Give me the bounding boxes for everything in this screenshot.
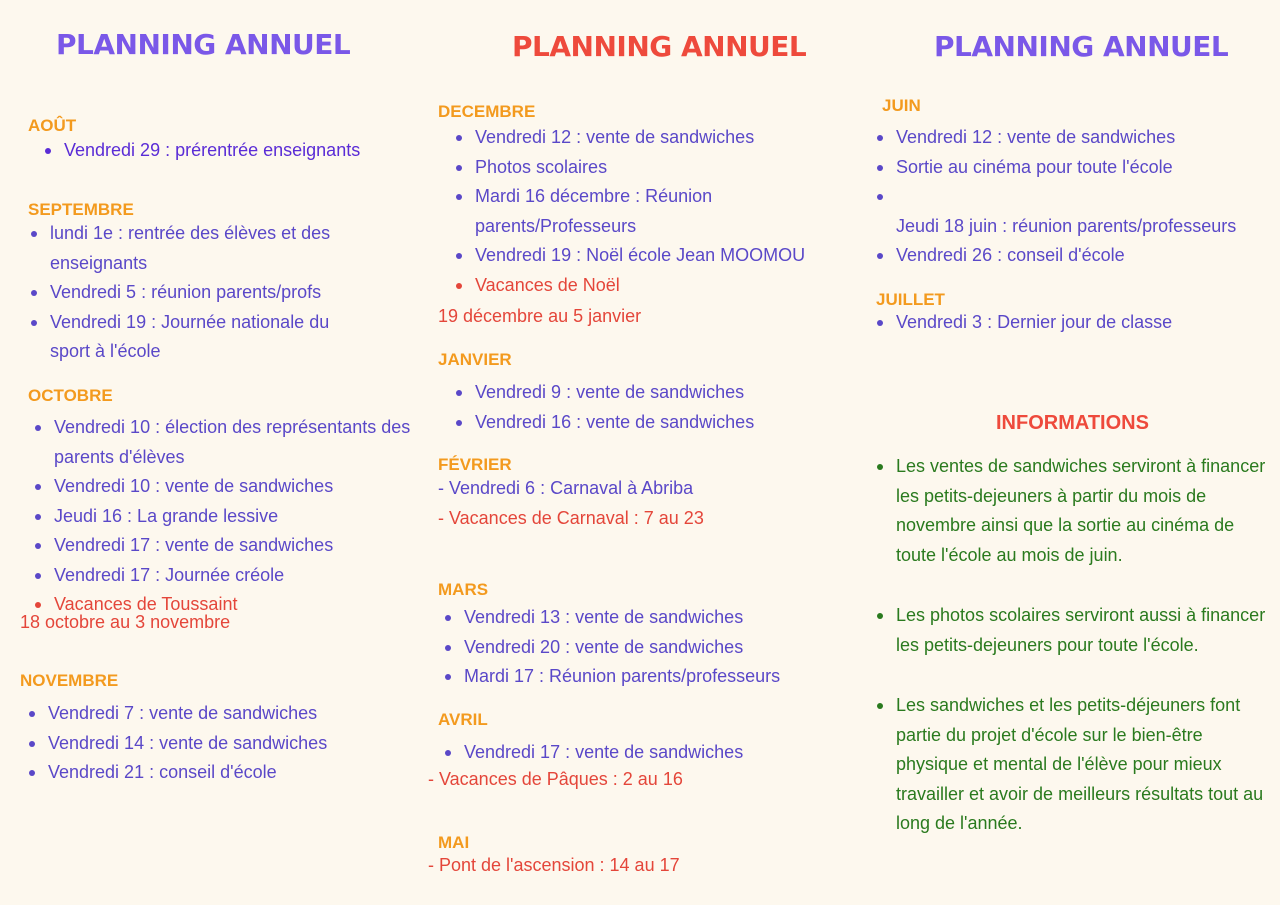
list-item-continuation xyxy=(874,212,1274,242)
holiday-dates: 18 octobre au 3 novembre xyxy=(20,612,231,632)
month-label-juin: JUIN xyxy=(882,96,921,115)
list-item: Sortie au cinéma pour toute l'école xyxy=(874,153,1274,183)
holiday-item: Vacances de Noël xyxy=(453,271,833,301)
month-label-aout: AOÛT xyxy=(28,116,77,135)
page-title: PLANNING ANNUEL xyxy=(512,30,807,63)
list-item: Vendredi 20 : vente de sandwiches xyxy=(442,633,842,663)
list-item: Vendredi 21 : conseil d'école xyxy=(26,758,406,788)
month-label-novembre: NOVEMBRE xyxy=(20,671,119,690)
list-item: Vendredi 17 : Journée créole xyxy=(32,561,412,591)
holiday-line: - Pont de l'ascension : 14 au 17 xyxy=(428,855,680,875)
list-janvier xyxy=(453,378,833,437)
list-item: Mardi 17 : Réunion parents/professeurs xyxy=(442,662,842,692)
list-item: Vendredi 26 : conseil d'école xyxy=(874,241,1274,271)
list-decembre xyxy=(453,123,833,300)
list-item: Vendredi 14 : vente de sandwiches xyxy=(26,729,406,759)
event-line: - Vendredi 6 : Carnaval à Abriba xyxy=(438,478,694,498)
list-item: lundi 1e : rentrée des élèves et des enseignants xyxy=(28,219,358,278)
list-octobre xyxy=(32,413,412,620)
list-item: Vendredi 16 : vente de sandwiches xyxy=(453,408,833,438)
list-item: Vendredi 7 : vente de sandwiches xyxy=(26,699,406,729)
holiday-line: - Vacances de Carnaval : 7 au 23 xyxy=(438,508,704,528)
list-item: Photos scolaires xyxy=(453,153,833,183)
list-item: Vendredi 3 : Dernier jour de classe xyxy=(874,308,1274,338)
list-item: Vendredi 10 : vente de sandwiches xyxy=(32,472,412,502)
list-mars xyxy=(442,603,842,692)
month-label-mai: MAI xyxy=(438,833,470,852)
list-septembre xyxy=(28,219,358,367)
info-item: Les photos scolaires serviront aussi à financer les petits-dejeuners pour toute l'école. xyxy=(874,601,1274,660)
list-item-empty xyxy=(874,182,1274,212)
month-label-janvier: JANVIER xyxy=(438,350,512,369)
list-novembre xyxy=(26,699,406,788)
month-label-fevrier: FÉVRIER xyxy=(438,455,512,474)
page-title: PLANNING ANNUEL xyxy=(934,30,1229,63)
month-label-avril: AVRIL xyxy=(438,710,488,729)
holiday-item: Vacances de Toussaint xyxy=(32,590,412,620)
list-item: Vendredi 12 : vente de sandwiches xyxy=(874,123,1274,153)
list-item: Vendredi 17 : vente de sandwiches xyxy=(32,531,412,561)
month-label-octobre: OCTOBRE xyxy=(28,386,113,405)
list-item: Mardi 16 décembre : Réunion parents/Professeurs xyxy=(453,182,833,241)
holiday-line: - Vacances de Pâques : 2 au 16 xyxy=(428,769,683,789)
list-informations xyxy=(874,452,1274,839)
month-label-septembre: SEPTEMBRE xyxy=(28,200,134,219)
list-item: Vendredi 9 : vente de sandwiches xyxy=(453,378,833,408)
info-item: Les ventes de sandwiches serviront à financer les petits-dejeuners à partir du mois de novembre ainsi que la sortie au cinéma de toute l'école au mois de juin. xyxy=(874,452,1274,570)
list-juillet xyxy=(874,308,1274,338)
list-item: Vendredi 19 : Noël école Jean MOOMOU xyxy=(453,241,833,271)
info-item: Les sandwiches et les petits-déjeuners font partie du projet d'école sur le bien-être physique et mental de l'élève pour mieux travailler et avoir de meilleurs résultats tout au long de l'année. xyxy=(874,691,1274,839)
holiday-dates: 19 décembre au 5 janvier xyxy=(438,306,642,326)
month-label-decembre: DECEMBRE xyxy=(438,102,536,121)
list-item: Vendredi 29 : prérentrée enseignants xyxy=(42,136,412,166)
month-label-mars: MARS xyxy=(438,580,489,599)
list-item-text: Jeudi 18 juin : réunion parents/professeurs xyxy=(896,215,1237,236)
section-title-informations: INFORMATIONS xyxy=(996,412,1149,434)
page-title: PLANNING ANNUEL xyxy=(56,28,351,61)
list-item: Vendredi 13 : vente de sandwiches xyxy=(442,603,842,633)
list-juin xyxy=(874,123,1274,271)
month-label-juillet: JUILLET xyxy=(876,290,945,309)
list-aout xyxy=(42,136,412,166)
list-item: Jeudi 16 : La grande lessive xyxy=(32,502,412,532)
list-item: Vendredi 5 : réunion parents/profs xyxy=(28,278,358,308)
list-avril xyxy=(442,738,842,768)
list-item: Vendredi 10 : élection des représentants des parents d'élèves xyxy=(32,413,412,472)
list-item: Vendredi 19 : Journée nationale du sport à l'école xyxy=(28,308,358,367)
list-item: Vendredi 17 : vente de sandwiches xyxy=(442,738,842,768)
list-item: Vendredi 12 : vente de sandwiches xyxy=(453,123,833,153)
